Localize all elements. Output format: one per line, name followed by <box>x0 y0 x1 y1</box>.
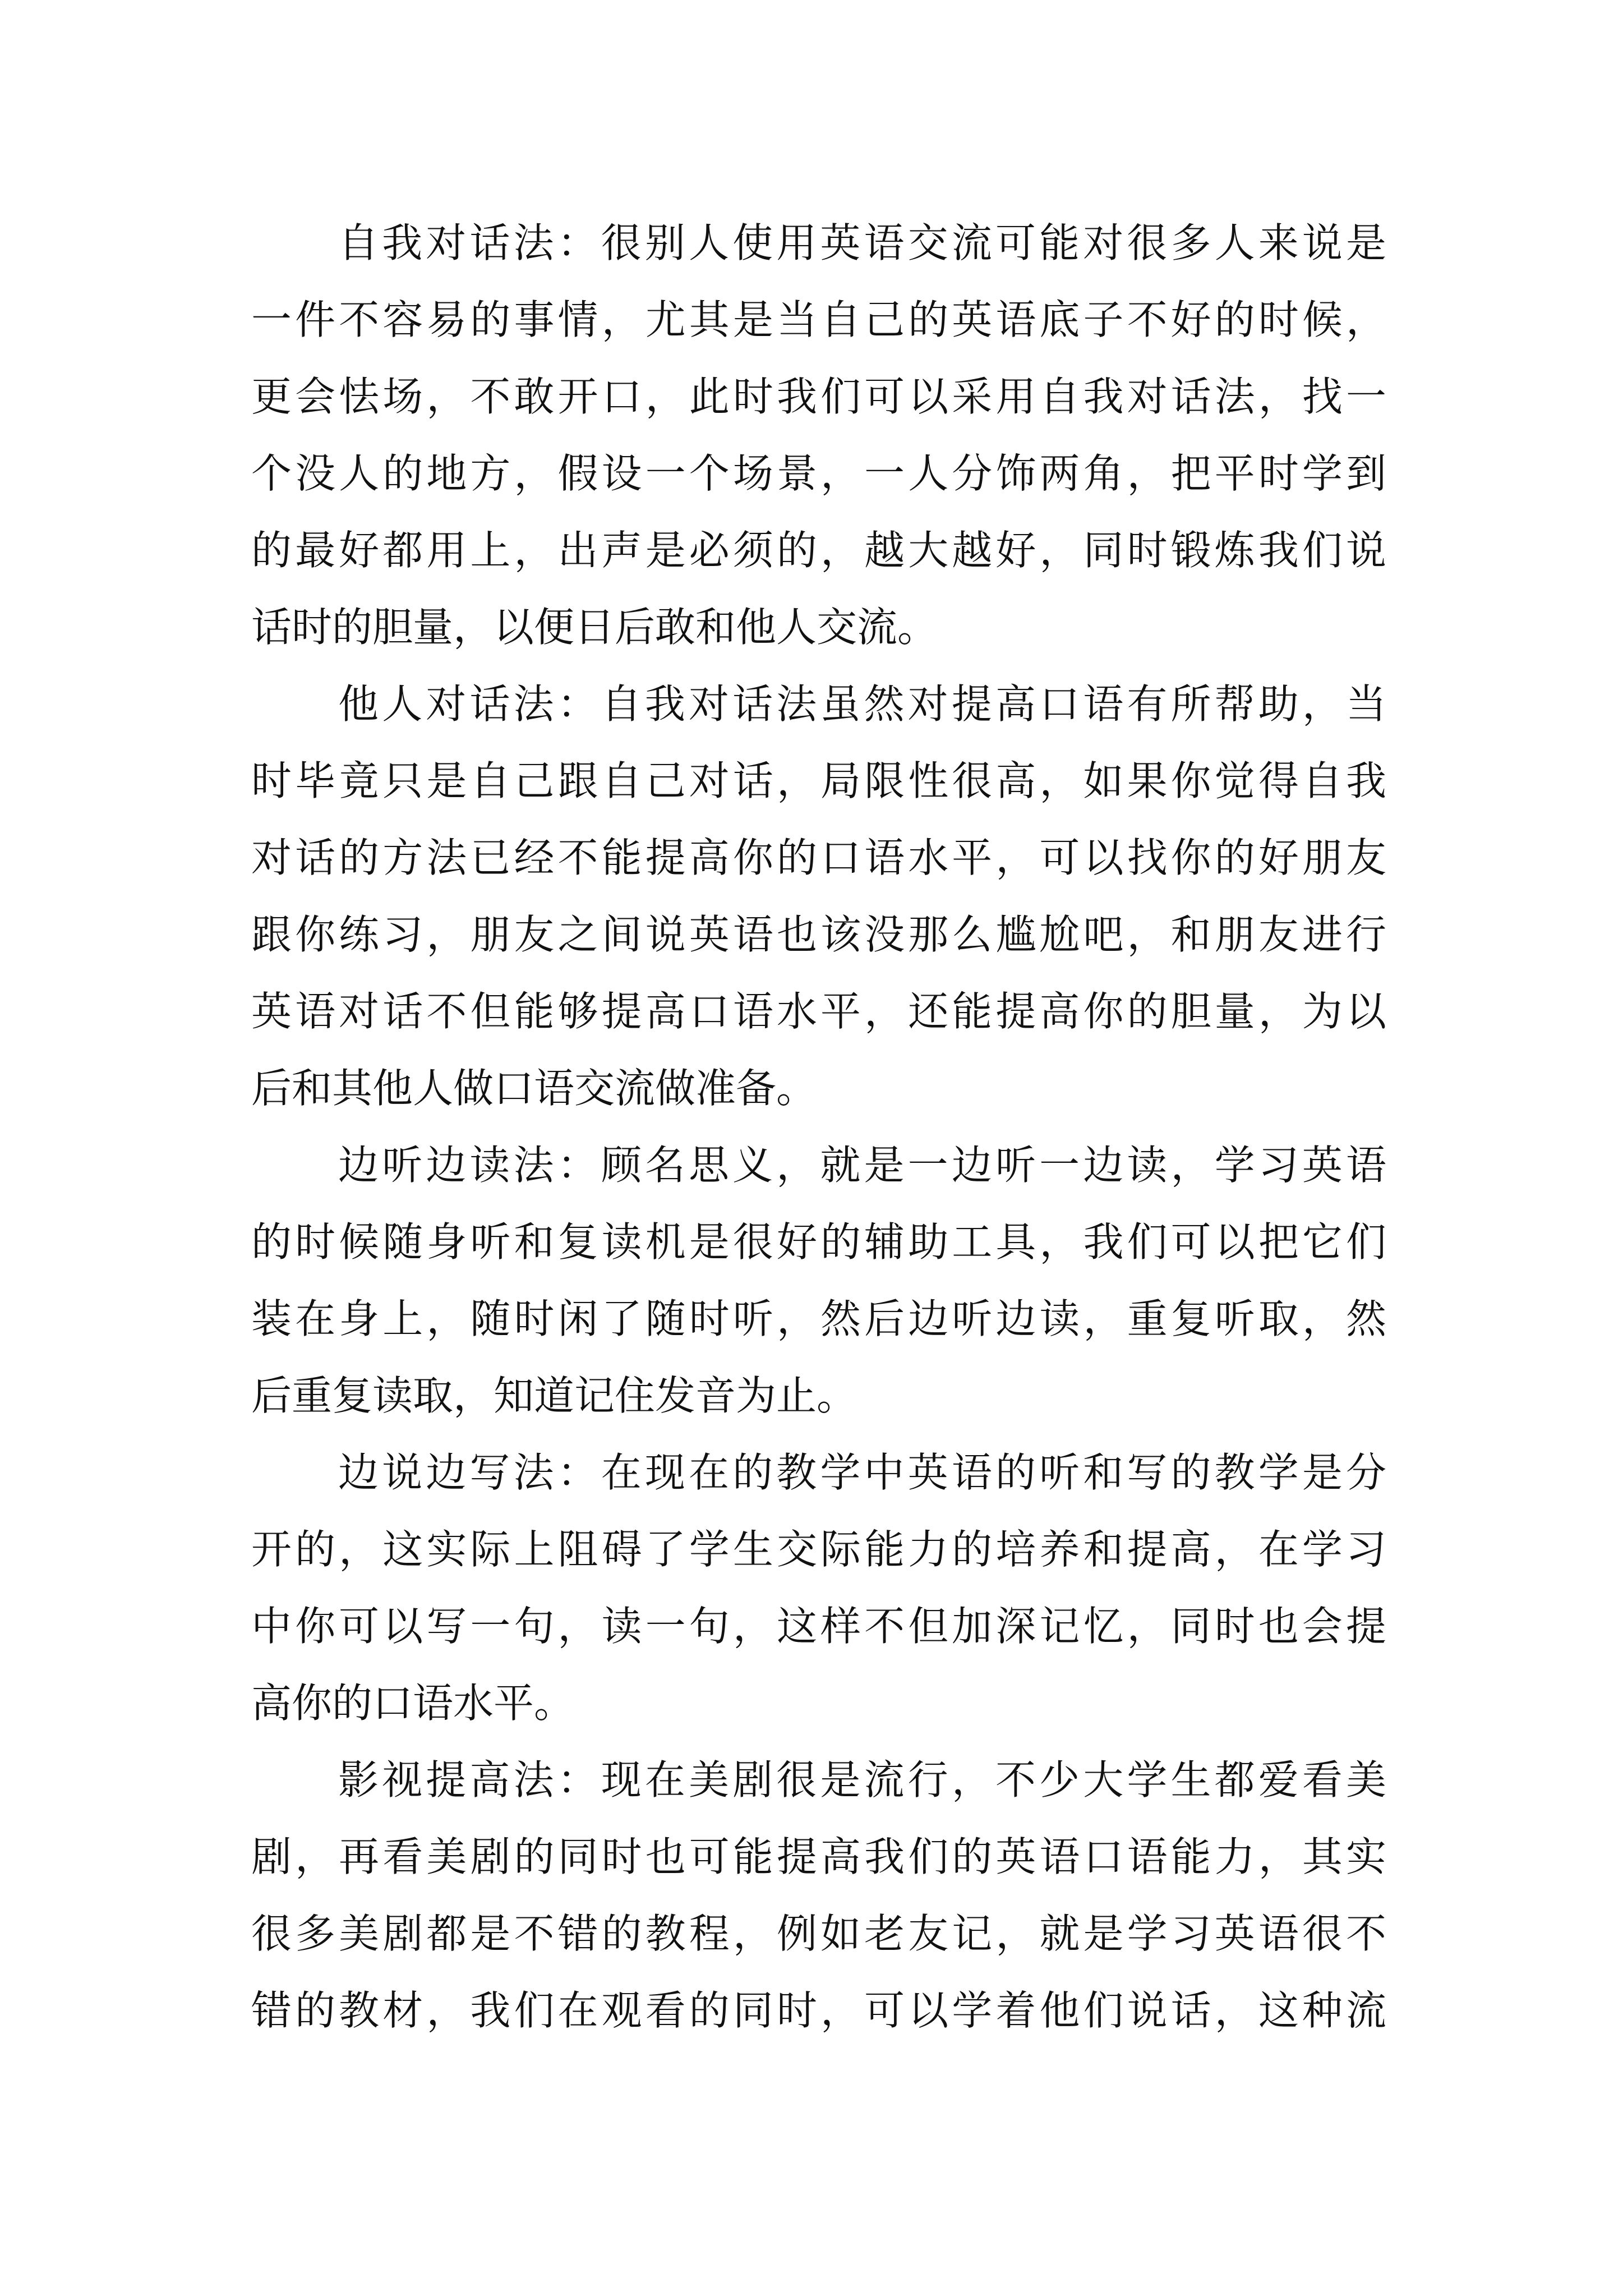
text-line: 更会怯场，不敢开口，此时我们可以采用自我对话法，找一 <box>251 373 1386 420</box>
paragraph-listen-read <box>251 1127 1386 1434</box>
text-line: 高你的口语水平。 <box>251 1680 575 1727</box>
text-line: 后重复读取，知道记住发音为止。 <box>251 1372 857 1419</box>
text-line: 他人对话法：自我对话法虽然对提高口语有所帮助，当 <box>338 680 1386 728</box>
text-line: 时毕竟只是自己跟自己对话，局限性很高，如果你觉得自我 <box>251 757 1386 804</box>
text-line: 一件不容易的事情，尤其是当自己的英语底子不好的时候， <box>251 296 1386 343</box>
text-line: 的最好都用上，出声是必须的，越大越好，同时锻炼我们说 <box>251 527 1386 574</box>
text-line: 自我对话法：很别人使用英语交流可能对很多人来说是 <box>338 219 1386 266</box>
text-line: 跟你练习，朋友之间说英语也该没那么尴尬吧，和朋友进行 <box>251 911 1386 958</box>
text-line: 个没人的地方，假设一个场景，一人分饰两角，把平时学到 <box>251 450 1386 497</box>
text-line: 错的教材，我们在观看的同时，可以学着他们说话，这种流 <box>251 1987 1386 2034</box>
text-line: 对话的方法已经不能提高你的口语水平，可以找你的好朋友 <box>251 834 1386 881</box>
text-line: 影视提高法：现在美剧很是流行，不少大学生都爱看美 <box>338 1756 1386 1803</box>
paragraph-film-tv <box>251 1742 1386 2049</box>
text-line: 剧，再看美剧的同时也可能提高我们的英语口语能力，其实 <box>251 1833 1386 1880</box>
text-line: 开的，这实际上阻碍了学生交际能力的培养和提高，在学习 <box>251 1526 1386 1573</box>
text-line: 边说边写法：在现在的教学中英语的听和写的教学是分 <box>338 1449 1386 1496</box>
text-line: 装在身上，随时闲了随时听，然后边听边读，重复听取，然 <box>251 1295 1386 1342</box>
paragraph-self-dialogue <box>251 205 1386 666</box>
paragraph-speak-write <box>251 1434 1386 1742</box>
text-line: 边听边读法：顾名思义，就是一边听一边读，学习英语 <box>338 1142 1386 1189</box>
paragraph-partner-dialogue <box>251 666 1386 1127</box>
text-line: 话时的胆量，以便日后敢和他人交流。 <box>251 604 938 651</box>
text-line: 很多美剧都是不错的教程，例如老友记，就是学习英语很不 <box>251 1910 1386 1957</box>
document-body <box>251 205 1386 2049</box>
text-line: 后和其他人做口语交流做准备。 <box>251 1065 817 1112</box>
text-line: 的时候随身听和复读机是很好的辅助工具，我们可以把它们 <box>251 1218 1386 1266</box>
text-line: 中你可以写一句，读一句，这样不但加深记忆，同时也会提 <box>251 1603 1386 1650</box>
text-line: 英语对话不但能够提高口语水平，还能提高你的胆量，为以 <box>251 988 1386 1035</box>
